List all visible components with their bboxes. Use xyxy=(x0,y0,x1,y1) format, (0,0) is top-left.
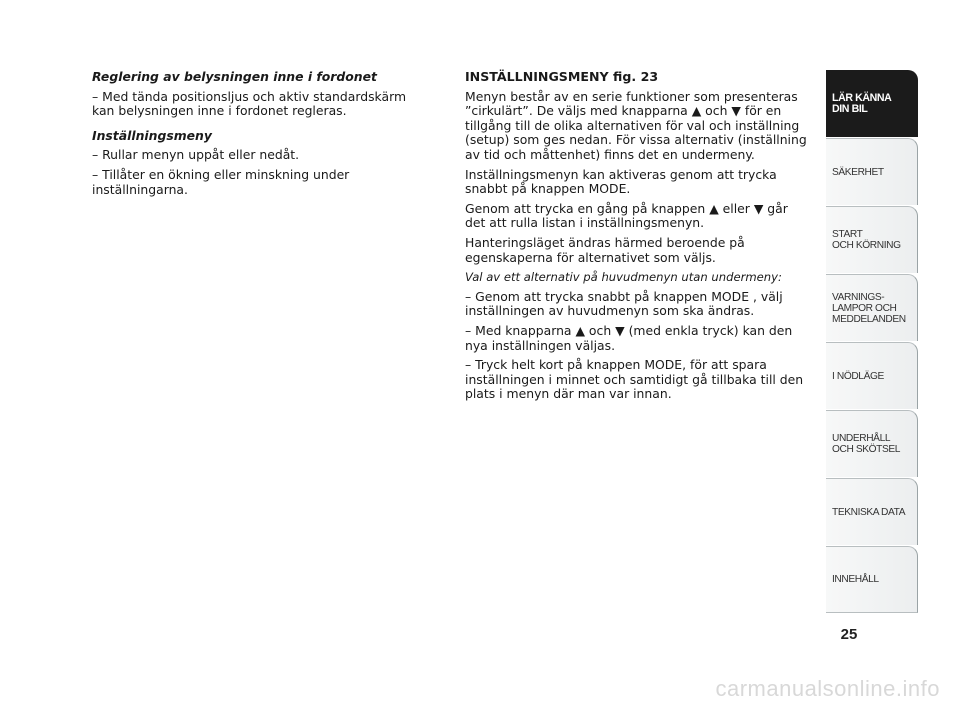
tab-lar-kanna-din-bil[interactable]: LÄR KÄNNA DIN BIL xyxy=(826,70,918,137)
interior-lighting-text: – Med tända positionsljus och aktiv standardskärm kan belysningen inne i fordonet regleras. xyxy=(92,88,407,119)
section-heading: INSTÄLLNINGSMENY fig. 23 xyxy=(465,69,659,84)
right-column xyxy=(465,70,810,407)
settings-menu-heading: Inställningsmeny xyxy=(92,127,212,143)
tab-start-och-korning[interactable]: START OCH KÖRNING xyxy=(826,206,918,273)
tab-innehall[interactable]: INNEHÅLL xyxy=(826,546,918,613)
tab-varningslampor[interactable]: VARNINGS- LAMPOR OCH MEDDELANDEN xyxy=(826,274,918,341)
paragraph-1: Menyn består av en serie funktioner som presenteras ”cirkulärt”. De väljs med knapparna ▲ och ▼ för en tillgång till de olika alternativen för val och inställning (setup) som ges nedan. För vissa alternativ (inställning av tid och måttenhet) finns det en undermeny. xyxy=(465,88,807,162)
paragraph-2: Inställningsmenyn kan aktiveras genom att trycka snabbt på knappen MODE. xyxy=(465,166,777,197)
tab-tekniska-data[interactable]: TEKNISKA DATA xyxy=(826,478,918,545)
tab-sakerhet[interactable]: SÄKERHET xyxy=(826,138,918,205)
paragraph-6: – Med knapparna ▲ och ▼ (med enkla tryck) kan den nya inställningen väljas. xyxy=(465,322,793,353)
watermark: carmanualsonline.info xyxy=(715,676,940,701)
interior-lighting-heading: Reglering av belysningen inne i fordonet xyxy=(92,69,377,84)
paragraph-3: Genom att trycka en gång på knappen ▲ eller ▼ går det att rulla listan i inställningsmenyn. xyxy=(465,200,788,231)
tab-i-nodlage[interactable]: I NÖDLÄGE xyxy=(826,342,918,409)
paragraph-7: – Tryck helt kort på knappen MODE, för att spara inställningen i minnet och samtidigt gå tillbaka till den plats i menyn där man var innan. xyxy=(465,357,804,402)
settings-menu-item-2: – Tillåter en ökning eller minskning under inställningarna. xyxy=(92,166,350,197)
paragraph-5: – Genom att trycka snabbt på knappen MODE , välj inställningen av huvudmenyn som ska ändras. xyxy=(465,288,783,319)
subheading: Val av ett alternativ på huvudmenyn utan undermeny: xyxy=(465,270,782,285)
settings-menu-item-1: – Rullar menyn uppåt eller nedåt. xyxy=(92,147,300,163)
paragraph-4: Hanteringsläget ändras härmed beroende på egenskaperna för alternativet som väljs. xyxy=(465,234,745,265)
tab-underhall[interactable]: UNDERHÅLL OCH SKÖTSEL xyxy=(826,410,918,477)
left-column xyxy=(92,70,422,202)
chapter-index-sidebar xyxy=(826,70,918,614)
page-number: 25 xyxy=(840,626,858,643)
